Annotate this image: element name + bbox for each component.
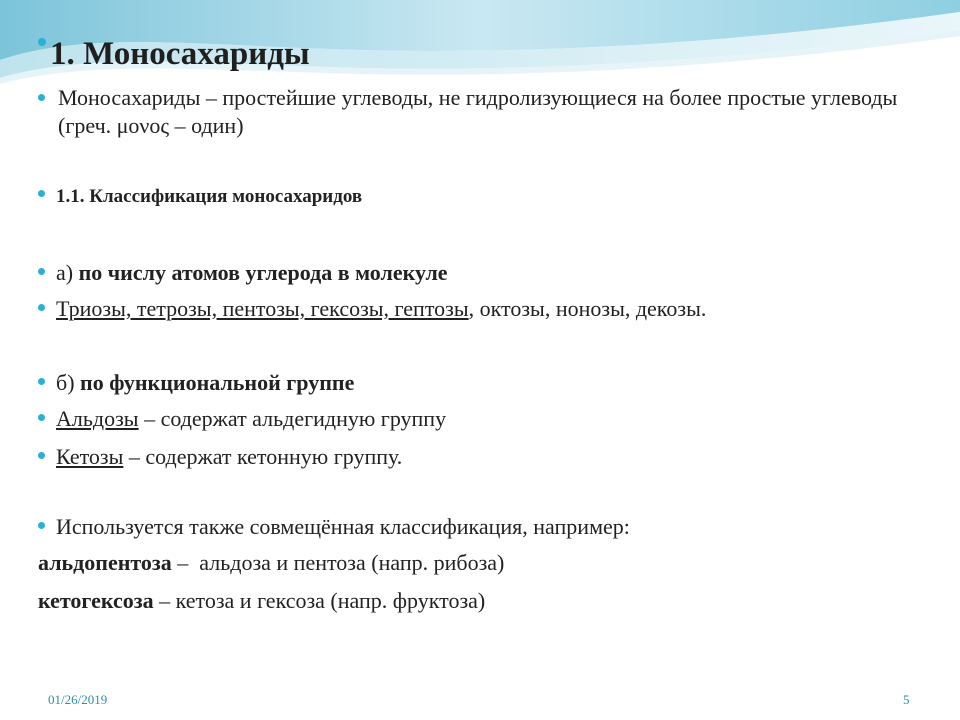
ketohexose-term: кетогексоза [38,588,154,613]
carbon-count-rest: , октозы, нонозы, декозы. [468,296,707,321]
bullet-icon [38,268,45,275]
bullet-icon [38,94,45,101]
ketoses-term: Кетозы [56,444,124,469]
subheading-row [38,186,362,208]
example-ketohexose [38,588,485,614]
classification-b-row [38,370,354,396]
b-heading: по функциональной группе [80,370,355,395]
bullet-icon [38,38,46,46]
ketoses-description: – содержат кетонную группу. [123,444,403,469]
footer-date: 01/26/2019 [48,692,108,707]
aldoses-row [38,406,446,432]
carbon-count-underlined: Триозы, тетрозы, пентозы, гексозы, гептозы [56,296,469,321]
combined-text: Используется также совмещённая классификация, например: [56,514,630,539]
bullet-icon [38,522,45,529]
example-aldopentose [38,550,504,576]
slide-title [38,36,310,73]
ketohexose-description: – кетоза и гексоза (напр. фруктоза) [153,588,486,613]
b-prefix: б) [56,370,81,395]
ketoses-row [38,444,402,470]
definition-text: Моносахариды – простейшие углеводы, не гидролизующиеся на более простые углеводы (греч. μονος – один) [58,85,898,138]
classification-a-row [38,260,448,286]
footer-page-number: 5 [903,692,910,707]
subheading-text: 1.1. Классификация моносахаридов [56,186,363,207]
bullet-icon [38,378,45,385]
bullet-icon [38,414,45,421]
bullet-icon [38,304,45,311]
combined-row [38,514,630,540]
carbon-count-list-row [38,296,706,322]
bullet-icon [38,452,45,459]
aldoses-description: – содержат альдегидную группу [138,406,447,431]
aldopentose-term: альдопентоза [38,550,172,575]
aldoses-term: Альдозы [56,406,139,431]
bullet-icon [38,190,45,197]
title-text: 1. Моносахариды [50,36,310,72]
a-heading: по числу атомов углерода в молекуле [78,260,448,285]
aldopentose-description: – альдоза и пентоза (напр. рибоза) [171,550,505,575]
a-prefix: а) [56,260,79,285]
definition-paragraph [58,84,938,140]
